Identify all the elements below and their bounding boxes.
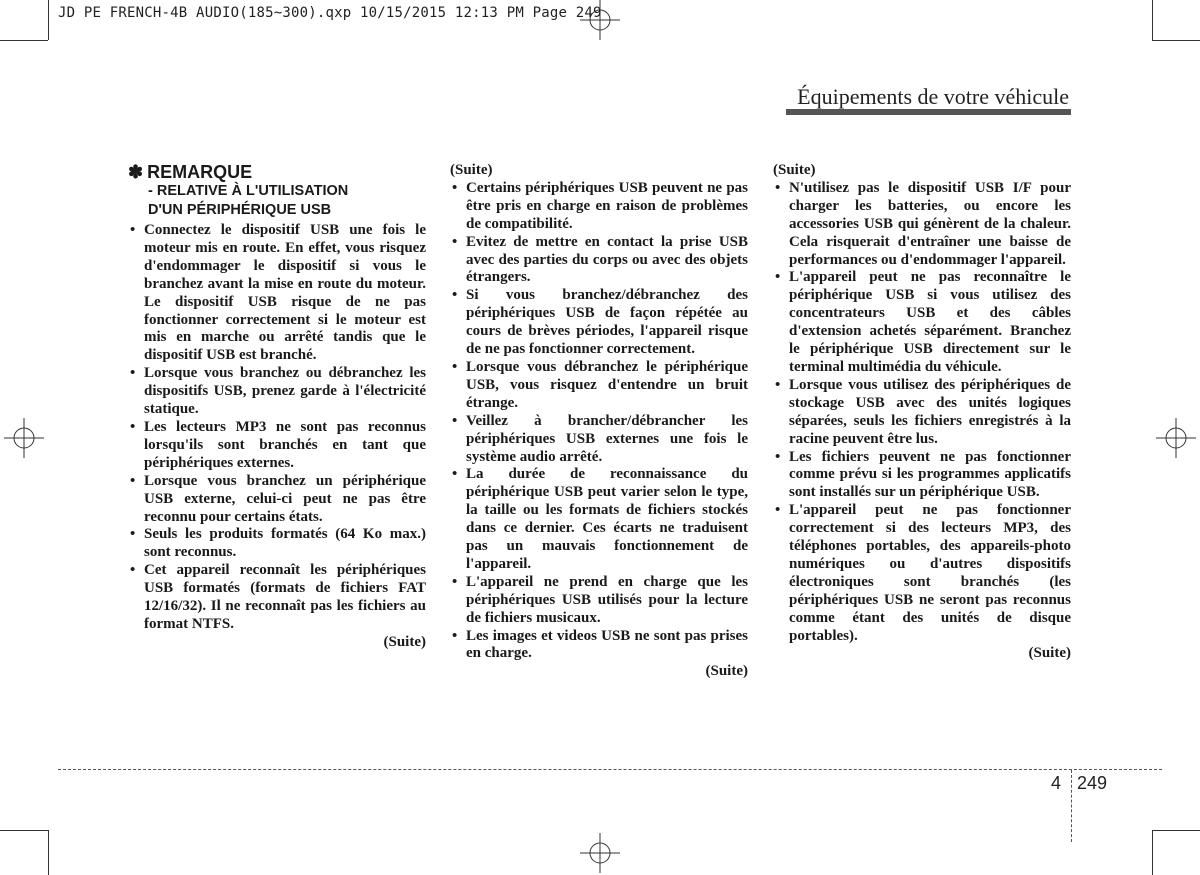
bullet-icon: • — [130, 472, 136, 489]
bullet-icon: • — [775, 502, 781, 519]
list-item-text: Certains périphériques USB peuvent ne pas être pris en charge en raison de problèmes de compatibilité. — [466, 179, 748, 232]
column-3 — [773, 162, 1071, 663]
list-item — [773, 269, 1071, 376]
continued-label: (Suite) — [773, 162, 816, 178]
bullet-icon: • — [452, 627, 458, 644]
bullet-list — [128, 222, 426, 634]
section-title: Équipements de votre véhicule — [797, 84, 1069, 109]
list-item-text: L'appareil peut ne pas fonctionner correctement si des lecteurs MP3, des téléphones portables, des appareils-photo numériques ou d'autres dispositifs électroniques sont branchés (les périphériques USB ne seront pas reconnus comme étant des unités de disque portables). — [789, 502, 1071, 644]
list-item — [773, 502, 1071, 645]
list-item — [128, 526, 426, 562]
crop-mark — [1152, 0, 1153, 40]
note-title: REMARQUE — [147, 162, 253, 182]
registration-mark-icon — [1156, 418, 1196, 458]
bullet-icon: • — [452, 287, 458, 304]
list-item — [773, 449, 1071, 503]
asterisk-icon: ✽ — [128, 162, 144, 182]
list-item-text: Veillez à brancher/débrancher les périphériques USB externes une fois le système audio arrêté. — [466, 412, 748, 465]
list-item-text: Lorsque vous branchez un périphérique USB externe, celui-ci peut ne pas être reconnu pour certains états. — [144, 472, 426, 525]
list-item-text: Lorsque vous débranchez le périphérique USB, vous risquez d'entendre un bruit étrange. — [466, 358, 748, 411]
list-item — [773, 377, 1071, 449]
list-item — [450, 628, 748, 664]
crop-mark — [1152, 830, 1153, 875]
footer-rule — [58, 769, 1162, 770]
list-item — [128, 222, 426, 365]
list-item-text: Evitez de mettre en contact la prise USB avec des parties du corps ou avec des objets étrangers. — [466, 233, 748, 286]
list-item — [450, 180, 748, 234]
registration-mark-icon — [580, 833, 620, 873]
note-subtitle: D'UN PÉRIPHÉRIQUE USB — [148, 202, 332, 218]
bullet-icon: • — [775, 269, 781, 286]
crop-mark — [0, 40, 48, 41]
crop-mark — [1152, 830, 1200, 831]
list-item — [128, 365, 426, 419]
bullet-icon: • — [452, 412, 458, 429]
crop-mark — [1152, 40, 1200, 41]
bullet-icon: • — [775, 376, 781, 393]
crop-mark — [48, 830, 49, 875]
list-item — [128, 473, 426, 527]
bullet-icon: • — [452, 466, 458, 483]
bullet-icon: • — [130, 222, 136, 238]
list-item — [450, 287, 748, 359]
print-slug: JD PE FRENCH-4B AUDIO(185~300).qxp 10/15/2015 12:13 PM Page 249 — [58, 5, 602, 21]
bullet-icon: • — [130, 365, 136, 382]
bullet-icon: • — [130, 526, 136, 543]
list-item-text: Cet appareil reconnaît les périphériques USB formatés (formats de fichiers FAT 12/16/32). Il ne reconnaît pas les fichiers au format NTFS. — [144, 562, 426, 632]
list-item — [128, 562, 426, 634]
bullet-icon: • — [452, 573, 458, 590]
continued-label: (Suite) — [1028, 645, 1071, 662]
list-item-text: Si vous branchez/débranchez des périphériques USB de façon répétée au cours de brèves périodes, l'appareil risque de ne pas fonctionner correctement. — [466, 287, 748, 358]
list-item-text: Les lecteurs MP3 ne sont pas reconnus lorsqu'ils sont branchés en tant que périphériques externes. — [144, 418, 426, 471]
list-item-text: N'utilisez pas le dispositif USB I/F pour charger les batteries, ou encore les accessories USB qui génèrent de la chaleur. Cela risquerait d'entraîner une baisse de performances ou d'endommager l'appareil. — [789, 179, 1071, 268]
continued-label: (Suite) — [383, 633, 426, 650]
bullet-icon: • — [452, 358, 458, 375]
list-item-text: L'appareil peut ne pas reconnaître le périphérique USB si vous utilisez des concentrateurs USB et des câbles d'extension achetés séparément. Branchez le périphérique USB directement sur le terminal multimédia du véhicule. — [789, 269, 1071, 375]
crop-mark — [48, 0, 49, 40]
crop-mark — [0, 830, 48, 831]
list-item — [450, 574, 748, 628]
list-item-text: Seuls les produits formatés (64 Ko max.) sont reconnus. — [144, 526, 426, 561]
registration-mark-icon — [4, 418, 44, 458]
note-subtitle: - RELATIVE À L'UTILISATION — [148, 183, 349, 199]
note-heading — [128, 162, 426, 182]
list-item-text: Les fichiers peuvent ne pas fonctionner comme prévu si les programmes applicatifs sont installés sur un périphérique USB. — [789, 448, 1071, 501]
list-item — [450, 359, 748, 413]
list-item-text: Connectez le dispositif USB une fois le moteur mis en route. En effet, vous risquez d'endommager le dispositif si vous le branchez avant la mise en route du moteur. Le dispositif USB risque de ne pas fonctionner correctement si le moteur est mis en marche ou arrêté tandis que le dispositif USB est branché. — [144, 222, 426, 364]
list-item-text: Lorsque vous utilisez des périphériques de stockage USB avec des unités logiques séparées, seuls les fichiers enregistrés à la racine peuvent être lus. — [789, 376, 1071, 447]
list-item — [450, 413, 748, 467]
bullet-icon: • — [452, 233, 458, 250]
bullet-icon: • — [775, 179, 781, 196]
list-item-text: La durée de reconnaissance du périphérique USB peut varier selon le type, la taille ou les formats de fichiers stockés dans ce dernier. Ces écarts ne traduisent pas un mauvais fonctionnement de l'appareil. — [466, 466, 748, 572]
list-item — [450, 234, 748, 288]
bullet-list — [450, 180, 748, 663]
bullet-list — [773, 180, 1071, 646]
list-item — [450, 466, 748, 573]
list-item-text: Les images et videos USB ne sont pas prises en charge. — [466, 627, 748, 662]
header-rule — [786, 109, 1071, 115]
list-item — [128, 419, 426, 473]
list-item — [773, 180, 1071, 270]
page-number: 249 — [1077, 773, 1108, 793]
page-number-separator — [1071, 770, 1072, 842]
list-item-text: L'appareil ne prend en charge que les périphériques USB utilisés pour la lecture de fichiers musicaux. — [466, 573, 748, 626]
bullet-icon: • — [452, 179, 458, 196]
continued-label: (Suite) — [705, 663, 748, 680]
chapter-number: 4 — [1051, 773, 1062, 793]
list-item-text: Lorsque vous branchez ou débranchez les dispositifs USB, prenez garde à l'électricité statique. — [144, 365, 426, 418]
bullet-icon: • — [130, 418, 136, 435]
column-1 — [128, 162, 426, 652]
column-2 — [450, 162, 748, 681]
bullet-icon: • — [775, 448, 781, 465]
continued-label: (Suite) — [450, 162, 493, 178]
bullet-icon: • — [130, 562, 136, 579]
